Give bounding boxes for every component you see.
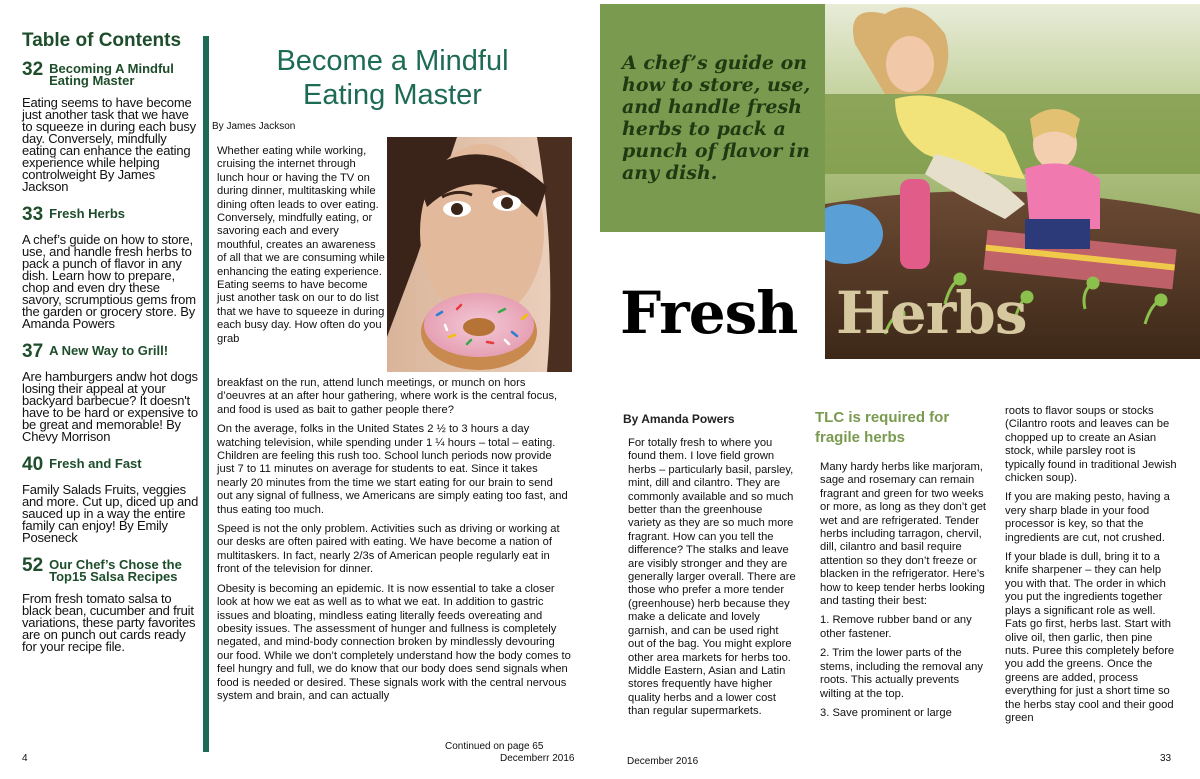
article-column-1: For totally fresh to where you found them. I love field grown herbs – particularly basil, parsley, mint, dill and cilantro. They are commonly available and so much better than the greenhouse variety as they are so much more fragrant. How can you tell the difference? The stalks and leave are visibly stronger and they are generally larger overall. There are those who prefer a more tender (greenhouse) herb because they make a delicate and lovely garnish, and can be used right out of the bag. You might explore other area markets for herbs too. Middle Eastern, Asian and Latin stores frequently have higher quality herbs and a lower cost than regular supermarkets. bbox=[628, 437, 796, 718]
issue-date-left: Decemberr 2016 bbox=[500, 753, 575, 764]
toc-heading: Fresh Herbs bbox=[49, 206, 126, 221]
article-column-3 bbox=[1005, 405, 1177, 731]
article-byline: By James Jackson bbox=[212, 121, 296, 132]
title-word-herbs: Herbs bbox=[836, 279, 1027, 347]
toc-heading: A New Way to Grill! bbox=[49, 343, 169, 358]
toc-page-number: 52 bbox=[22, 555, 44, 576]
article-body-wide bbox=[217, 377, 571, 709]
toc-heading: Our Chef’s Chose the Top15 Salsa Recipes bbox=[49, 557, 182, 584]
toc-description: A chef’s guide on how to store, use, and handle fresh herbs to pack a punch of flavor in any dish. Learn how to prepare, chop and even dry these savory, scrumptious gems from the garden or grocery store. By Amanda Powers bbox=[22, 232, 196, 331]
article-paragraph: roots to flavor soups or stocks (Cilantro roots and leaves can be chopped up to create an Asian stock, while parsley root is typically found in traditional Jewish chicken soup). bbox=[1005, 405, 1177, 485]
page-number-right: 33 bbox=[1160, 753, 1172, 764]
article-paragraph: If you are making pesto, having a very sharp blade in your food processor is key, so that the ingredients are cut, not crushed. bbox=[1005, 491, 1170, 544]
article-paragraph: breakfast on the run, attend lunch meetings, or munch on hors d’oeuvres at an after hour gathering, where work is the central focus, and food is used as bait to gather people there? bbox=[217, 377, 558, 416]
toc-description: Eating seems to have become just another task that we have to squeeze in during each busy day. Conversely, mindfully eating can enhance the eating experience while helping controlweight By James Jackson bbox=[22, 95, 196, 194]
article-paragraph: On the average, folks in the United States 2 ½ to 3 hours a day watching television, while spending under 1 ¼ hours – total – eating. Children are feeling this rush too. School lunch periods now provide just 7 to 11 minutes on average for students to eat. Since it takes nearly 20 minutes from the time we start eating for our brain to send out any signal of fullness, we Americans are simply eating too fast, and thus eating too much. bbox=[217, 423, 568, 516]
toc-description: Are hamburgers andw hot dogs losing their appeal at your backyard barbecue? It doesn't have to be hard or expensive to be great and memorable! By Chevy Morrison bbox=[22, 369, 198, 444]
toc-description: Family Salads Fruits, veggies and more. Cut up, diced up and sauced up in a way the entire family can enjoy! By Emily Poseneck bbox=[22, 482, 199, 545]
article-paragraph: Speed is not the only problem. Activities such as driving or working at our desks are often paired with eating. We have become a nation of multitaskers. In fact, nearly 2/3s of American people regularly eat in front of the television for dinner. bbox=[217, 523, 560, 576]
article-paragraph: Obesity is becoming an epidemic. It is now essential to take a closer look at how we eat as well as to what we eat. In addition to gastric issues and bloating, mindless eating literally feeds overeating and obesity issues. The assessment of hunger and fullness is completely negated, and mind-body connection broken by mindlessly devouring our food. While we don’t completely understand how the body comes to feel hungry and full, we do know that our body does send signals when food is needed or desired. These signals work with the central nervous system and brain, and can actually bbox=[217, 582, 571, 702]
article-paragraph: If your blade is dull, bring it to a knife sharpener – they can help you with that. The order in which you put the ingredients together plays a significant role as well. Fats go first, herbs last. Start with olive oil, then garlic, then pine nuts. Puree this completely before you add the greens. Once the greens are added, process everything for just a short time so the herbs stay cool and their good green bbox=[1005, 551, 1175, 724]
title-word-fresh: Fresh bbox=[620, 279, 798, 347]
page-number-left: 4 bbox=[22, 753, 28, 764]
article-column-2 bbox=[820, 461, 988, 726]
table-of-contents bbox=[22, 30, 202, 665]
article-paragraph: 3. Save prominent or large bbox=[820, 706, 952, 719]
article-body-narrow: Whether eating while working, cruising the internet through lunch hour or having the TV on during dinner, multitasking while dining often leads to over eating. Conversely, mindfully eating, or savoring each and every mouthful, creates an awareness of all that we are consuming while enhancing the eating experience. Eating seems to have become just another task on our to do list that we have to squeeze in during each busy day. How often do you grab bbox=[217, 145, 385, 345]
toc-page-number: 32 bbox=[22, 59, 44, 80]
toc-page-number: 40 bbox=[22, 454, 44, 475]
toc-page-number: 33 bbox=[22, 204, 44, 225]
toc-divider bbox=[203, 36, 209, 752]
article-paragraph: Many hardy herbs like marjoram, sage and rosemary can remain fragrant and green for two weeks or more, as long as they don’t get wet and are refrigerated. Tender herbs including tarragon, chervil, dill, cilantro and basil require attention so they don’t freeze or blacken in the refrigerator. Here’s how to keep tender herbs looking and tasting their best: bbox=[820, 461, 987, 608]
continued-note: Continued on page 65 bbox=[445, 741, 544, 752]
toc-entry[interactable] bbox=[22, 60, 202, 193]
article-title: Become a Mindful Eating Master bbox=[276, 45, 509, 111]
toc-page-number: 37 bbox=[22, 341, 44, 362]
section-heading: TLC is required for fragile herbs bbox=[815, 409, 950, 446]
toc-entry[interactable] bbox=[22, 205, 202, 330]
toc-title: Table of Contents bbox=[22, 30, 182, 51]
article-paragraph: 1. Remove rubber band or any other fastener. bbox=[820, 614, 972, 640]
toc-entry[interactable] bbox=[22, 342, 202, 443]
woman-eating-donut-photo bbox=[387, 137, 572, 372]
article-byline: By Amanda Powers bbox=[623, 412, 735, 426]
article-tagline: A chef’s guide on how to store, use, and handle fresh herbs to pack a punch of flavor in any dish. bbox=[622, 52, 811, 184]
toc-heading: Becoming A Mindful Eating Master bbox=[49, 61, 174, 88]
issue-date-right: December 2016 bbox=[627, 756, 699, 767]
article-paragraph: 2. Trim the lower parts of the stems, including the removal any roots. This actually prevents wilting at the top. bbox=[820, 647, 983, 700]
toc-description: From fresh tomato salsa to black bean, cucumber and fruit variations, these party favorites are on punch out cards ready for your recipe file. bbox=[22, 591, 196, 654]
toc-entry[interactable] bbox=[22, 556, 202, 653]
toc-heading: Fresh and Fast bbox=[49, 456, 142, 471]
toc-entry[interactable] bbox=[22, 455, 202, 544]
